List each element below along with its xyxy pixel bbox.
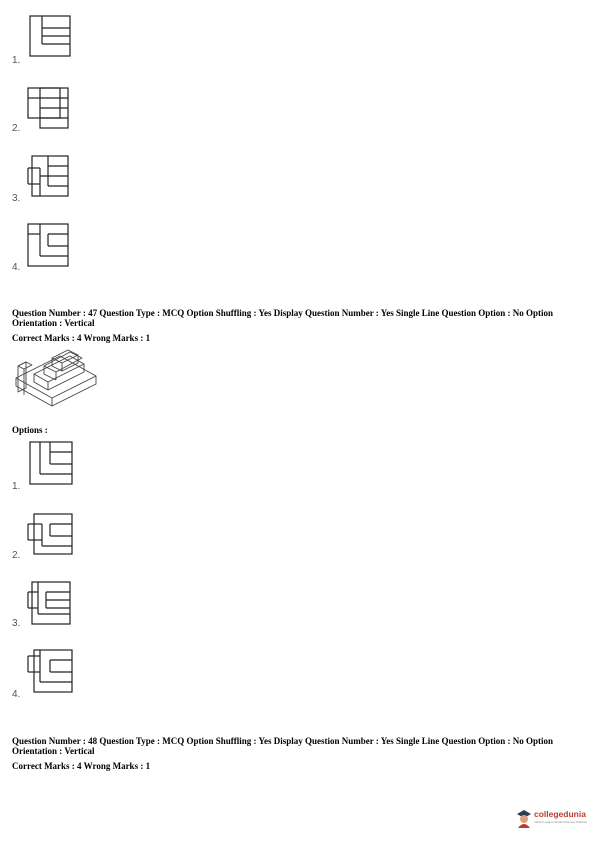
- option-number: 2.: [12, 123, 21, 134]
- question-figure: [12, 348, 102, 418]
- option-figure-4: [24, 646, 76, 696]
- logo-brand: collegedunia: [534, 809, 586, 819]
- option-number: 2.: [12, 550, 21, 561]
- options-label: Options :: [12, 425, 48, 435]
- option-number: 3.: [12, 193, 21, 204]
- option-number: 1.: [12, 55, 21, 66]
- option-figure-1: [26, 12, 74, 60]
- collegedunia-logo: [516, 808, 592, 830]
- question-meta: Question Number : 48 Question Type : MCQ Option Shuffling : Yes Display Question Number : Yes Single Line Question Option : No Option Orientation : Vertical: [12, 736, 553, 756]
- option-number: 3.: [12, 618, 21, 629]
- question-marks: Correct Marks : 4 Wrong Marks : 1: [12, 333, 151, 343]
- question-meta: Question Number : 47 Question Type : MCQ Option Shuffling : Yes Display Question Number : Yes Single Line Question Option : No Option Orientation : Vertical: [12, 308, 553, 328]
- option-figure-1: [26, 438, 76, 488]
- option-figure-4: [24, 220, 72, 268]
- logo-tagline: India's Largest Student Review Platform: [534, 820, 588, 824]
- graduate-icon: [516, 808, 532, 828]
- option-figure-3: [24, 152, 72, 200]
- option-figure-2: [24, 510, 76, 560]
- option-figure-3: [24, 578, 74, 628]
- question-marks: Correct Marks : 4 Wrong Marks : 1: [12, 761, 151, 771]
- option-number: 4.: [12, 689, 21, 700]
- option-number: 4.: [12, 262, 21, 273]
- option-number: 1.: [12, 481, 21, 492]
- option-figure-2: [24, 84, 72, 132]
